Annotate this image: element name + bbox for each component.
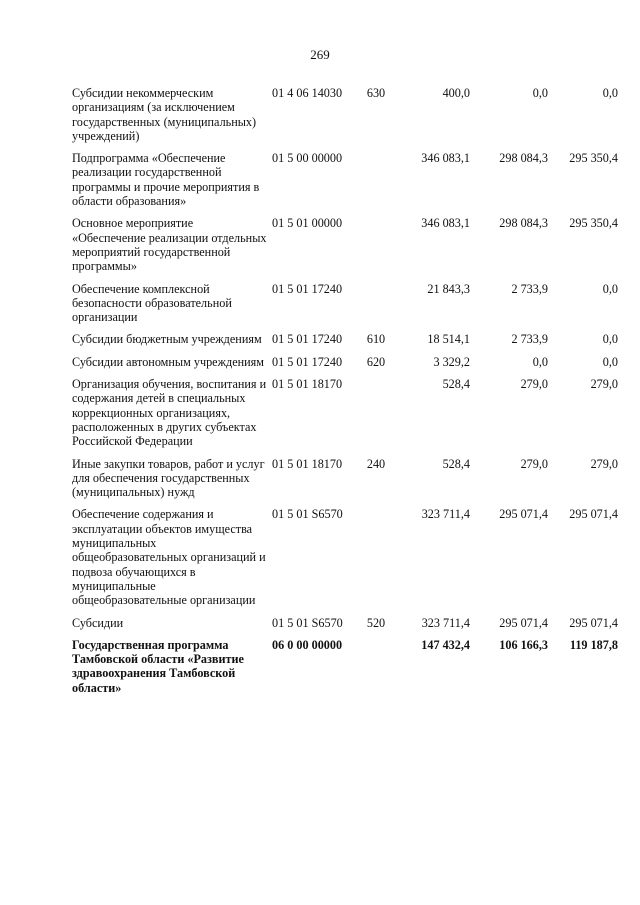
target-article-code: 01 5 01 18170 [272, 377, 343, 392]
table-row [72, 332, 618, 354]
table-row [72, 457, 618, 508]
item-name: Обеспечение содержания и эксплуатации объектов имущества муниципальных общеобразовательных организаций и подвоза обучающихся в муниципальные общеобразовательные организации [72, 507, 266, 608]
amount-year-2: 106 166,3 [499, 637, 548, 652]
item-name: Субсидии автономным учреждениям [72, 354, 264, 369]
expense-type-code: 630 [366, 86, 386, 100]
amount-year-2: 279,0 [520, 456, 548, 471]
amount-year-3: 279,0 [590, 377, 618, 392]
amount-year-2: 298 084,3 [499, 151, 548, 166]
expense-type-code [362, 638, 390, 703]
amount-year-1: 528,4 [442, 377, 470, 392]
amount-year-3: 295 350,4 [569, 216, 618, 231]
amount-year-1: 21 843,3 [427, 281, 470, 296]
amount-year-1: 323 711,4 [421, 507, 470, 522]
amount-year-2: 2 733,9 [511, 332, 548, 347]
target-article-code: 01 5 01 S6570 [272, 507, 343, 522]
amount-year-2: 279,0 [520, 377, 548, 392]
item-name: Иные закупки товаров, работ и услуг для обеспечения государственных (муниципальных) нужд [72, 456, 265, 500]
expense-type-code: 240 [366, 456, 386, 471]
amount-year-1: 346 083,1 [421, 216, 470, 231]
expense-type-code [362, 216, 390, 281]
target-article-code: 01 5 01 18170 [272, 456, 343, 471]
table-row [72, 355, 618, 377]
target-article-code: 01 5 01 17240 [272, 354, 343, 369]
expense-type-code [362, 151, 390, 216]
budget-table [72, 86, 618, 703]
amount-year-1: 400,0 [442, 86, 470, 100]
table-row [72, 616, 618, 638]
target-article-code: 01 5 01 17240 [272, 332, 343, 347]
expense-type-code [362, 377, 390, 456]
item-name: Субсидии некоммерческим организациям (за исключением государственных (муниципальных) учреждений) [72, 86, 257, 143]
table-row [72, 282, 618, 333]
page-number: 269 [310, 47, 330, 62]
amount-year-3: 0,0 [602, 354, 618, 369]
item-name: Подпрограмма «Обеспечение реализации государственной программы и прочие мероприятия в области образования» [72, 151, 260, 209]
amount-year-1: 18 514,1 [427, 332, 470, 347]
table-row [72, 638, 618, 703]
amount-year-2: 295 071,4 [499, 615, 548, 630]
item-name: Организация обучения, воспитания и содержания детей в специальных коррекционных организациях, расположенных в других субъектах Российской Федерации [72, 377, 267, 449]
amount-year-1: 528,4 [442, 456, 470, 471]
amount-year-2: 0,0 [532, 354, 548, 369]
table-row [72, 507, 618, 615]
amount-year-1: 147 432,4 [421, 637, 470, 652]
table-row [72, 377, 618, 456]
amount-year-3: 295 350,4 [569, 151, 618, 166]
amount-year-3: 295 071,4 [569, 507, 618, 522]
amount-year-2: 2 733,9 [511, 281, 548, 296]
item-name: Государственная программа Тамбовской области «Развитие здравоохранения Тамбовской области» [72, 637, 244, 695]
amount-year-2: 298 084,3 [499, 216, 548, 231]
amount-year-3: 0,0 [602, 332, 618, 347]
expense-type-code [362, 507, 390, 615]
item-name: Обеспечение комплексной безопасности образовательной организации [72, 281, 232, 325]
table-row [72, 216, 618, 281]
amount-year-3: 295 071,4 [569, 615, 618, 630]
target-article-code: 01 5 01 00000 [272, 216, 343, 231]
amount-year-3: 119 187,8 [569, 637, 618, 652]
item-name: Субсидии бюджетным учреждениям [72, 332, 262, 347]
amount-year-2: 295 071,4 [499, 507, 548, 522]
expense-type-code [362, 282, 390, 333]
item-name: Основное мероприятие «Обеспечение реализации отдельных мероприятий государственной программы» [72, 216, 267, 274]
amount-year-1: 323 711,4 [421, 615, 470, 630]
target-article-code: 01 4 06 14030 [272, 86, 343, 100]
expense-type-code: 620 [366, 354, 386, 369]
item-name: Субсидии [72, 615, 124, 630]
expense-type-code: 610 [366, 332, 386, 347]
amount-year-1: 3 329,2 [433, 354, 470, 369]
target-article-code: 01 5 01 17240 [272, 281, 343, 296]
target-article-code: 01 5 01 S6570 [272, 615, 343, 630]
amount-year-3: 279,0 [590, 456, 618, 471]
amount-year-3: 0,0 [602, 86, 618, 100]
amount-year-1: 346 083,1 [421, 151, 470, 166]
target-article-code: 01 5 00 00000 [272, 151, 343, 166]
table-row [72, 151, 618, 216]
amount-year-3: 0,0 [602, 281, 618, 296]
budget-table-body [72, 86, 618, 703]
expense-type-code: 520 [366, 615, 386, 630]
target-article-code: 06 0 00 00000 [272, 637, 343, 652]
amount-year-2: 0,0 [532, 86, 548, 100]
table-row [72, 86, 618, 151]
